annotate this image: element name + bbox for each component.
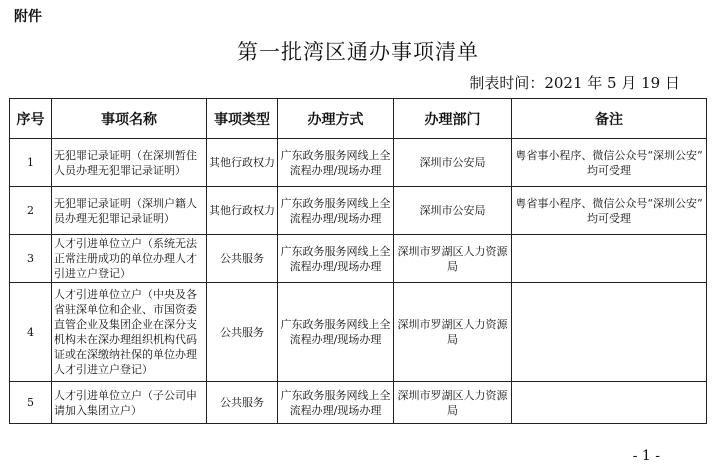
cell-item-name: 人才引进单位立户（中央及各省驻深单位和企业、市国资委直管企业及集团企业在深分支机构未在深办理组织机构代码证或在深缴纳社保的单位办理人才引进立户登记） bbox=[52, 283, 207, 382]
cell-department: 深圳市罗湖区人力资源局 bbox=[394, 235, 512, 283]
attachment-label: 附件 bbox=[14, 9, 42, 25]
cell-item-type: 公共服务 bbox=[207, 283, 278, 382]
page-number: - 1 - bbox=[632, 448, 660, 464]
header-item-type: 事项类型 bbox=[207, 99, 278, 139]
cell-no: 4 bbox=[10, 283, 52, 382]
cell-department: 深圳市罗湖区人力资源局 bbox=[394, 283, 512, 382]
cell-method: 广东政务服务网线上全流程办理/现场办理 bbox=[278, 235, 394, 283]
table-header-row bbox=[10, 99, 707, 139]
date-line: 制表时间：2021 年 5 月 19 日 bbox=[469, 74, 680, 92]
cell-item-type: 其他行政权力 bbox=[207, 187, 278, 235]
cell-department: 深圳市罗湖区人力资源局 bbox=[394, 382, 512, 424]
header-method: 办理方式 bbox=[278, 99, 394, 139]
header-note: 备注 bbox=[512, 99, 707, 139]
cell-method: 广东政务服务网线上全流程办理/现场办理 bbox=[278, 283, 394, 382]
cell-item-type: 公共服务 bbox=[207, 235, 278, 283]
table-row bbox=[10, 382, 707, 424]
cell-note bbox=[512, 283, 707, 382]
cell-no: 2 bbox=[10, 187, 52, 235]
cell-method: 广东政务服务网线上全流程办理/现场办理 bbox=[278, 139, 394, 187]
cell-item-type: 公共服务 bbox=[207, 382, 278, 424]
cell-item-name: 无犯罪记录证明（在深圳暂住人员办理无犯罪记录证明） bbox=[52, 139, 207, 187]
header-department: 办理部门 bbox=[394, 99, 512, 139]
cell-no: 1 bbox=[10, 139, 52, 187]
cell-item-type: 其他行政权力 bbox=[207, 139, 278, 187]
cell-method: 广东政务服务网线上全流程办理/现场办理 bbox=[278, 187, 394, 235]
items-table bbox=[9, 98, 707, 424]
table-row bbox=[10, 139, 707, 187]
cell-item-name: 人才引进单位立户（系统无法正常注册成功的单位办理人才引进立户登记） bbox=[52, 235, 207, 283]
cell-note bbox=[512, 382, 707, 424]
cell-no: 5 bbox=[10, 382, 52, 424]
header-item-name: 事项名称 bbox=[52, 99, 207, 139]
cell-item-name: 无犯罪记录证明（深圳户籍人员办理无犯罪记录证明） bbox=[52, 187, 207, 235]
cell-note: 粤省事小程序、微信公众号“深圳公安” 均可受理 bbox=[512, 187, 707, 235]
table-row bbox=[10, 187, 707, 235]
cell-item-name: 人才引进单位立户（子公司申请加入集团立户） bbox=[52, 382, 207, 424]
cell-no: 3 bbox=[10, 235, 52, 283]
header-no: 序号 bbox=[10, 99, 52, 139]
cell-department: 深圳市公安局 bbox=[394, 187, 512, 235]
document-title: 第一批湾区通办事项清单 bbox=[237, 40, 479, 64]
table-row bbox=[10, 235, 707, 283]
cell-method: 广东政务服务网线上全流程办理/现场办理 bbox=[278, 382, 394, 424]
cell-note bbox=[512, 235, 707, 283]
cell-note: 粤省事小程序、微信公众号“深圳公安” 均可受理 bbox=[512, 139, 707, 187]
table-row bbox=[10, 283, 707, 382]
cell-department: 深圳市公安局 bbox=[394, 139, 512, 187]
